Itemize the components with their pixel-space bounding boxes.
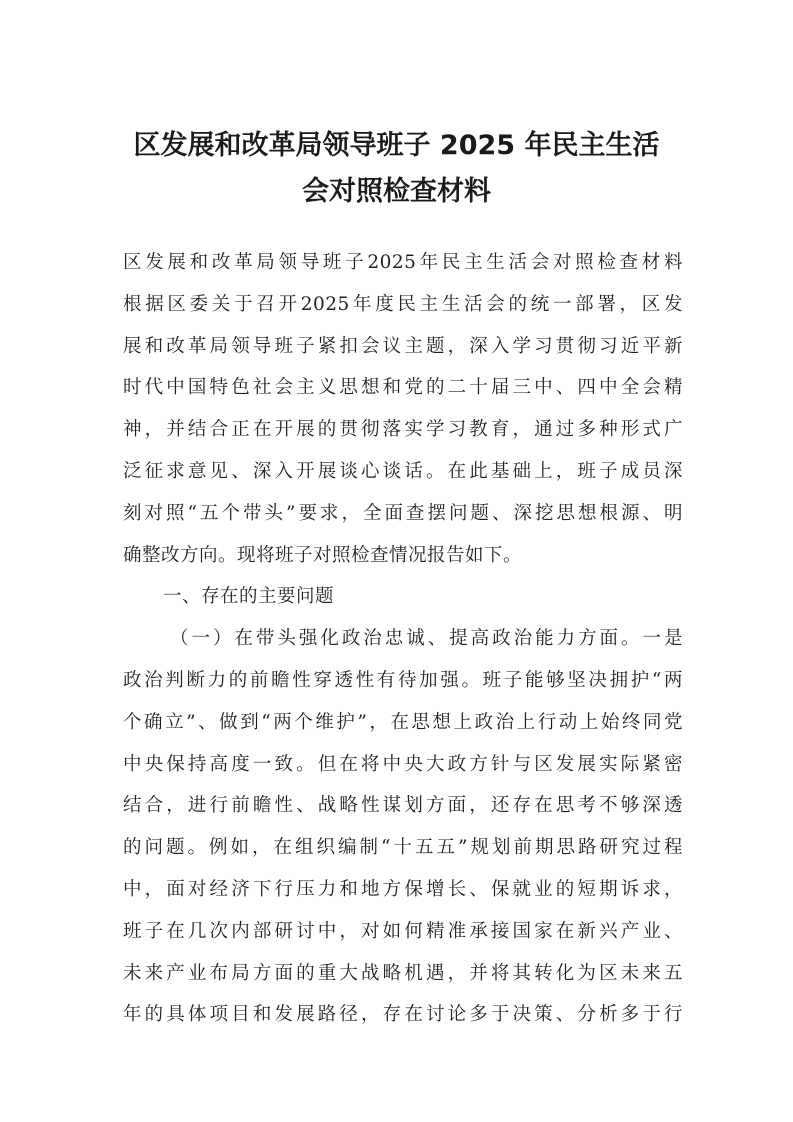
body-line: 的问题。例如，在组织编制“十五五”规划前期思路研究过程 [123, 837, 683, 859]
body-line: 展和改革局领导班子紧扣会议主题，深入学习贯彻习近平新 [123, 335, 683, 357]
body-line: 个确立”、做到“两个维护”，在思想上政治上行动上始终同党 [123, 711, 683, 733]
body-line: 班子在几次内部研讨中，对如何精准承接国家在新兴产业、 [123, 920, 683, 942]
body-line: 确整改方向。现将班子对照检查情况报告如下。 [123, 544, 523, 566]
body-line: 刻对照“五个带头”要求，全面查摆问题、深挖思想根源、明 [123, 502, 683, 524]
body-line: 区发展和改革局领导班子2025年民主生活会对照检查材料 [123, 252, 683, 273]
body-line: 中，面对经济下行压力和地方保增长、保就业的短期诉求， [123, 878, 683, 900]
body-line: 中央保持高度一致。但在将中央大政方针与区发展实际紧密 [123, 753, 683, 775]
body-line: 结合，进行前瞻性、战略性谋划方面，还存在思考不够深透 [123, 795, 683, 817]
document-title-line-1: 区发展和改革局领导班子 2025 年民主生活 [133, 130, 660, 161]
body-line: 泛征求意见、深入开展谈心谈话。在此基础上，班子成员深 [123, 460, 683, 482]
body-line: 年的具体项目和发展路径，存在讨论多于决策、分析多于行 [123, 1004, 683, 1026]
document-title-line-2: 会对照检查材料 [302, 176, 491, 207]
body-line: 未来产业布局方面的重大战略机遇，并将其转化为区未来五 [123, 962, 683, 984]
body-line: （一）在带头强化政治忠诚、提高政治能力方面。一是 [170, 628, 683, 650]
body-line: 政治判断力的前瞻性穿透性有待加强。班子能够坚决拥护“两 [123, 669, 683, 691]
body-line: 时代中国特色社会主义思想和党的二十届三中、四中全会精 [123, 377, 683, 399]
section-heading: 一、存在的主要问题 [163, 586, 335, 608]
body-line: 神，并结合正在开展的贯彻落实学习教育，通过多种形式广 [123, 419, 683, 441]
body-line: 根据区委关于召开2025年度民主生活会的统一部署，区发 [123, 293, 683, 315]
document-body [123, 242, 683, 1036]
